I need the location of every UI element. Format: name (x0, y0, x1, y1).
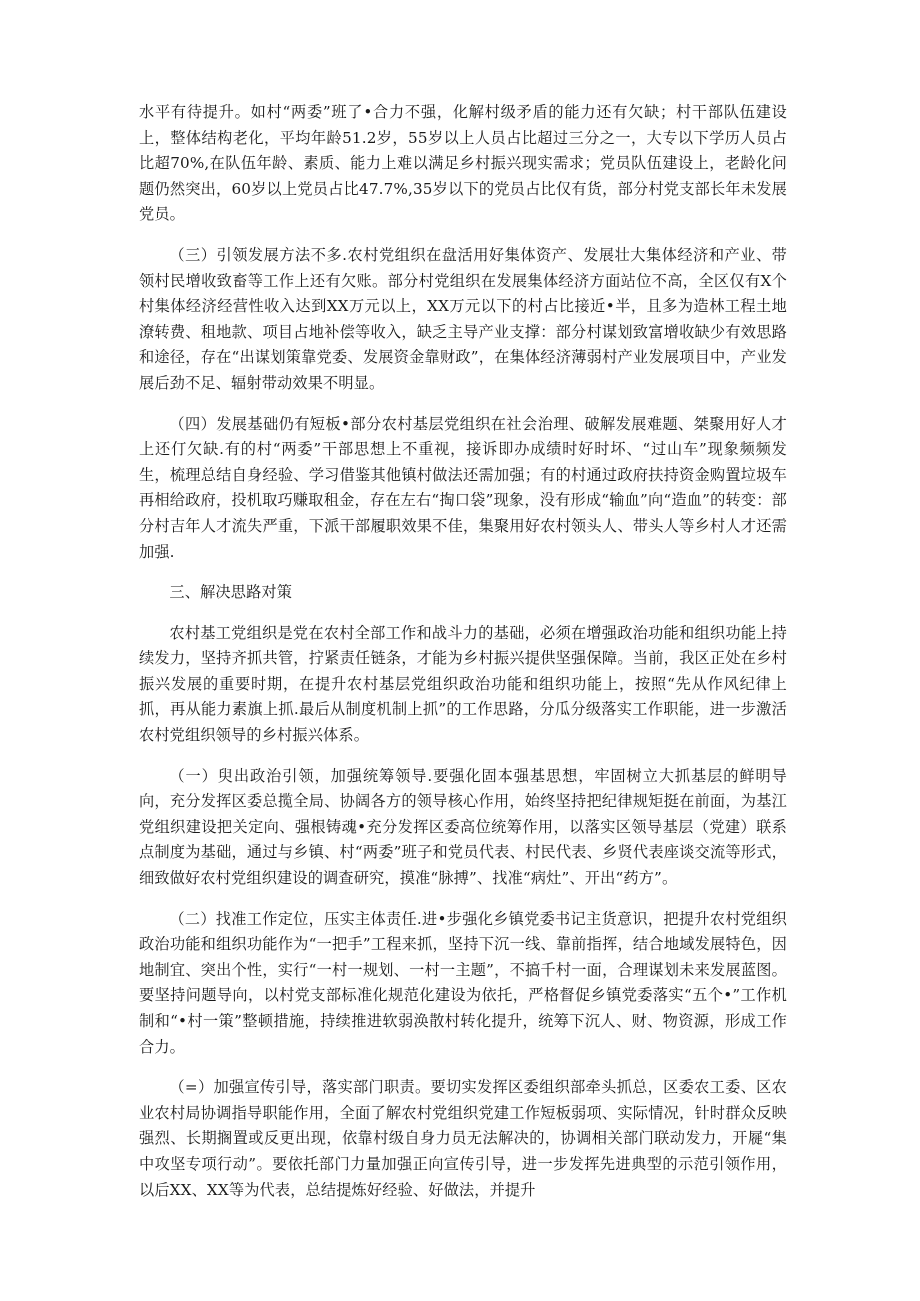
paragraph-publicity-guidance: （=）加强宣传引导，落实部门职责。要切实发挥区委组织部牵头抓总，区委农工委、区农业农村局协调指导职能作用，全面了解农村党组织党建工作短板弱项、实际情况，针时群众反映强烈、长期搁置或反更出现，依靠村级自身力员无法解决的，协调相关部门联动发力，开屣“集中攻坚专项行动”。要依托部门力量加强正向宣传引导，进一步发挥先进典型的示范引领作用，以后XX、XX等为代表，总结提炼好经验、好做法，并提升 (139, 1078, 787, 1199)
document-page (139, 100, 787, 1218)
paragraph-work-positioning: （二）找准工作定位，压实主体责任.进•步强化乡镇党委书记主货意识，把提升农村党组织政治功能和组织功能作为“一把手”工程来抓，坚持下沉一线、靠前指挥，结合地域发展特色，因地制宜、突出个性，实行“一村一规划、一村一主题”，不搞千村一面，合理谋划未来发展蓝图。要坚持问题导向，以村党支部标准化规范化建设为依托，严格督促乡镇党委落实“五个•”工作机制和“•村一策”整顿措施，持续推进软弱涣散村转化提升，统筹下沉人、财、物资源，形成工作合力。 (139, 909, 787, 1056)
paragraph-continued: 水平有待提升。如村“两委”班了•合力不强，化解村级矛盾的能力还有欠缺；村干部队伍建设上，整体结构老化，平均年龄51.2岁，55岁以上人员占比超过三分之一，大专以下学历人员占比超70%,在队伍年龄、素质、能力上难以满足乡村振兴现实需求；党员队伍建设上，老龄化问题仍然突出，60岁以上党员占比47.7%,35岁以下的党员占比仅有货，部分村党支部长年未发展党员。 (139, 103, 787, 224)
paragraph-development-methods: （三）引领发展方法不多.农村党组织在盘活用好集体资产、发展壮大集体经济和产业、带领村民增收致畜等工作上还有欠账。部分村党组织在发展集体经济方面站位不高，全区仅有X个村集体经济经营性收入达到XX万元以上，XX万元以下的村占比接近•半，且多为造林工程土地潦转费、租地款、项目占地补偿等收入，缺乏主导产业支撑：部分村谋划致富增收缺少有效思路和途径，存在“出谋划策靠党委、发展资金靠财政”，在集体经济薄弱村产业发展项目中，产业发展后劲不足、辐射带动效果不明显。 (139, 245, 787, 392)
section-heading: 三、解决思路对策 (169, 583, 293, 602)
paragraph-development-foundation: （四）发展基础仍有短板•部分农村基层党组织在社会治理、破解发展难题、桀聚用好人才上还仃欠缺.有的村“两委”干部思想上不重视，接诉即办成绩时好时坏、“过山车”现象频频发生，梳理总结自身经验、学习借鉴其他镇村做法还需加强；有的村通过政府扶持资金购置垃圾车再相给政府，投机取巧赚取租金，存在左右“掏口袋”现象，没有形成“输血”向“造血”的转变：部分村吉年人才流失严重，下派干部履职效果不佳，集聚用好农村领头人、带头人等乡村人才还需加强. (139, 414, 787, 561)
paragraph-section-intro: 农村基工党组织是党在农村全部工作和战斗力的基础，必须在增强政治功能和组织功能上持续发力，坚持齐抓共管，拧紧责任链条，才能为乡村振兴提供坚强保障。当前，我区正处在乡村振兴发展的重要时期，在提升农村基层党组织政治功能和组织功能上，按照“先从作风纪律上抓，再从能力素旗上抓.最后从制度机制上抓”的工作思路，分瓜分级落实工作职能，进一步激活农村党组织领导的乡村振兴体系。 (139, 623, 787, 745)
paragraph-political-leadership: （一）臾出政治引领，加强统筹领导.要强化固本强基思想，牢固树立大抓基层的鲜明导向，充分发挥区委总揽全局、协阔各方的领导核心作用，始终坚持把纪律规矩挺在前面，为基江党组织建设把关定向、强根铸魂•充分发挥区委高位统筹作用，以落实区领导基层（党建）联系点制度为基础，通过与乡镇、村“两委”班子和党员代表、村民代表、乡贤代表座谈交流等形式，细致做好农村党组织建设的调查研究，摸准“脉搏”、找准“病灶”、开出“药方”。 (139, 766, 787, 888)
